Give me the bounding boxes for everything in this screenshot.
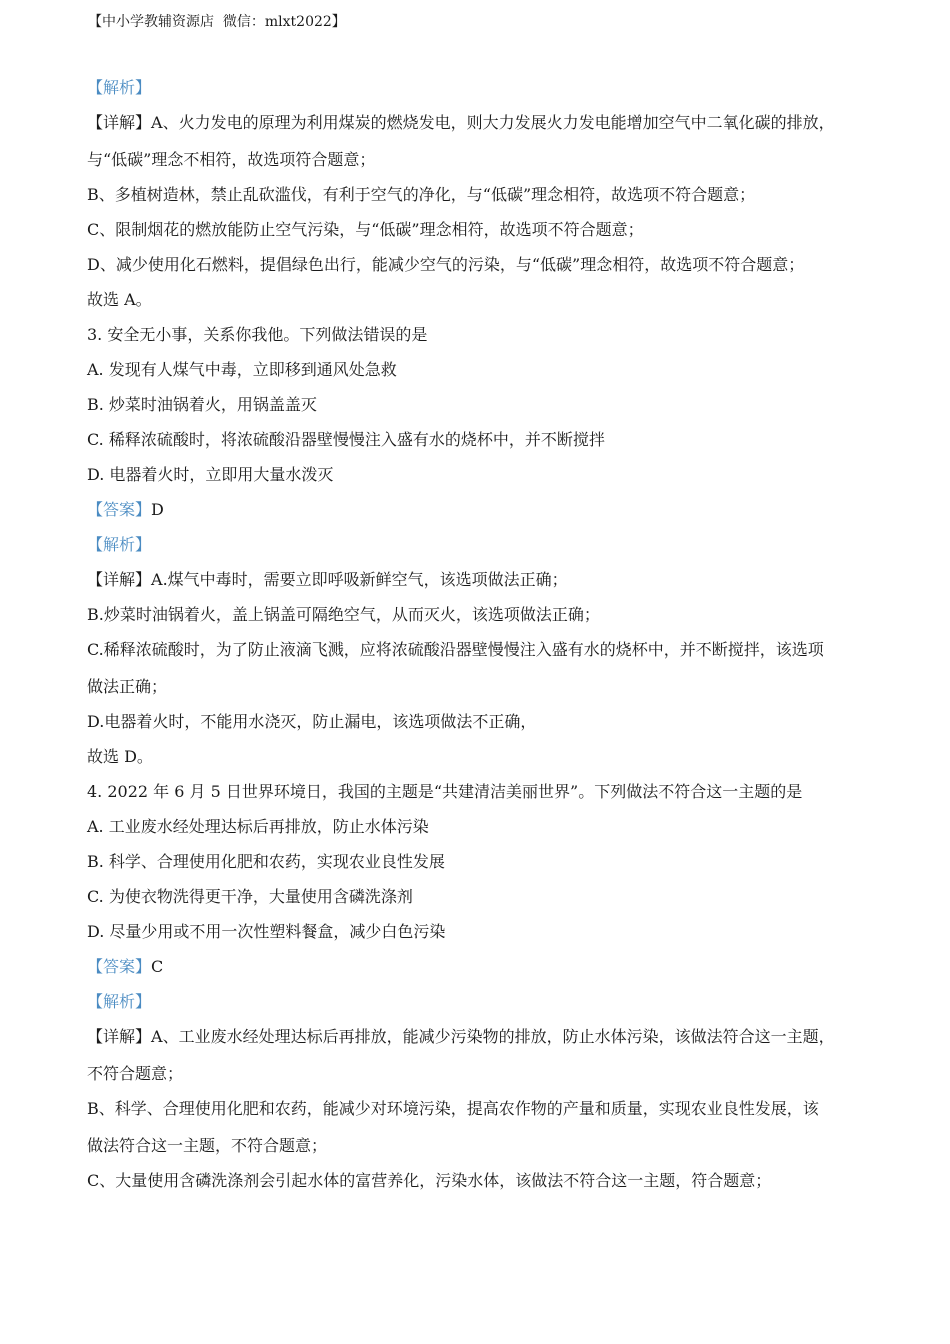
q4-detail-c: C、大量使用含磷洗涤剂会引起水体的富营养化，污染水体，该做法不符合这一主题，符合题意； [87,1171,772,1190]
q2-detail-b: B、多植树造林，禁止乱砍滥伐，有利于空气的净化，与“低碳”理念相符，故选项不符合题意； [87,185,756,204]
q4-answer [87,957,867,992]
answer-label: 【答案】 [87,500,152,519]
q3-analysis-label: 【解析】 [87,535,152,554]
q3-option-d: D. 电器着火时，立即用大量水泼灭 [87,465,334,484]
q4-option-d: D. 尽量少用或不用一次性塑料餐盒，减少白色污染 [87,922,446,941]
q2-detail-a-cont: 与“低碳”理念不相符，故选项符合题意； [87,150,376,169]
page-header [88,12,346,32]
q3-option-a: A. 发现有人煤气中毒，立即移到通风处急救 [87,360,397,379]
wechat-label: 微信：mlxt2022】 [222,14,346,30]
answer-label: 【答案】 [87,957,152,976]
q4-option-a: A. 工业废水经处理达标后再排放，防止水体污染 [87,817,429,836]
detail-label: 【详解】 [87,570,152,589]
q3-answer-value: D [151,500,164,519]
q3-option-b: B. 炒菜时油锅着火，用锅盖盖灭 [87,395,317,414]
shop-label: 【中小学教辅资源店 [88,14,214,30]
detail-label: 【详解】 [87,113,152,132]
q3-conclusion: 故选 D。 [87,747,153,766]
q4-detail-a: 【详解】A、工业废水经处理达标后再排放，能减少污染物的排放，防止水体污染，该做法符合这一主题， [87,1027,835,1046]
q2-analysis-label: 【解析】 [87,78,152,97]
q4-option-c: C. 为使衣物洗得更干净，大量使用含磷洗涤剂 [87,887,413,906]
q4-analysis-label: 【解析】 [87,992,152,1011]
q3-detail-c-cont: 做法正确； [87,677,168,696]
q3-detail-a: 【详解】A.煤气中毒时，需要立即呼吸新鲜空气，该选项做法正确； [87,570,568,589]
q3-detail-c: C.稀释浓硫酸时，为了防止液滴飞溅，应将浓硫酸沿器壁慢慢注入盛有水的烧杯中，并不断搅拌，该选项 [87,640,824,659]
q4-answer-value: C [151,957,164,976]
q3-detail-b: B.炒菜时油锅着火，盖上锅盖可隔绝空气，从而灭火，该选项做法正确； [87,605,600,624]
q2-detail-d: D、减少使用化石燃料，提倡绿色出行，能减少空气的污染，与“低碳”理念相符，故选项不符合题意； [87,255,805,274]
q3-answer [87,500,867,535]
q4-option-b: B. 科学、合理使用化肥和农药，实现农业良性发展 [87,852,445,871]
q4-detail-b: B、科学、合理使用化肥和农药，能减少对环境污染，提高农作物的产量和质量，实现农业良性发展，该 [87,1099,819,1118]
q4-detail-b-cont: 做法符合这一主题，不符合题意； [87,1136,328,1155]
document-body [87,78,867,1206]
detail-label: 【详解】 [87,1027,152,1046]
q4-detail-a-cont: 不符合题意； [87,1064,184,1083]
q3-stem: 3. 安全无小事，关系你我他。下列做法错误的是 [87,325,428,344]
q2-detail-a: 【详解】A、火力发电的原理为利用煤炭的燃烧发电，则大力发展火力发电能增加空气中二氧化碳的排放， [87,113,835,132]
q4-stem: 4. 2022 年 6 月 5 日世界环境日，我国的主题是“共建清洁美丽世界”。下列做法不符合这一主题的是 [87,782,803,801]
q2-detail-c: C、限制烟花的燃放能防止空气污染，与“低碳”理念相符，故选项不符合题意； [87,220,644,239]
q3-option-c: C. 稀释浓硫酸时，将浓硫酸沿器壁慢慢注入盛有水的烧杯中，并不断搅拌 [87,430,605,449]
q3-detail-d: D.电器着火时，不能用水浇灭，防止漏电，该选项做法不正确， [87,712,537,731]
q2-conclusion: 故选 A。 [87,290,152,309]
